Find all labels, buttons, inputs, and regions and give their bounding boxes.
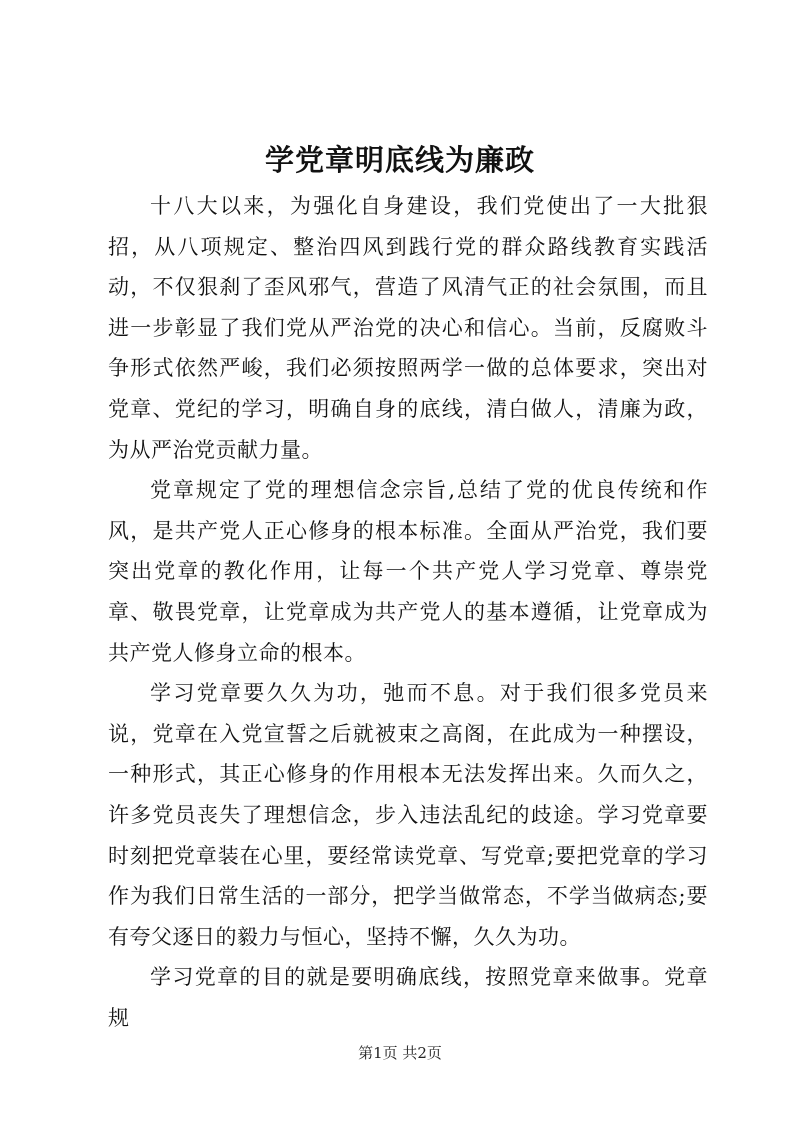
page-footer: 第1页 共2页 [358,1044,442,1062]
paragraph-4: 学习党章的目的就是要明确底线，按照党章来做事。党章规 [108,965,708,1030]
paragraph-2: 党章规定了党的理想信念宗旨,总结了党的优良传统和作风，是共产党人正心修身的根本标准。全面从严治党，我们要突出党章的教化作用，让每一个共产党人学习党章、尊崇党章、敬畏党章，让党章成为共产党人的基本遵循，让党章成为共产党人修身立命的根本。 [108,478,708,665]
document-title: 学党章明底线为廉政 [264,143,535,177]
paragraph-3: 学习党章要久久为功，弛而不息。对于我们很多党员来说，党章在入党宣誓之后就被束之高阁，在此成为一种摆设，一种形式，其正心修身的作用根本无法发挥出来。久而久之，许多党员丧失了理想信念，步入违法乱纪的歧途。学习党章要时刻把党章装在心里，要经常读党章、写党章;要把党章的学习作为我们日常生活的一部分，把学当做常态，不学当做病态;要有夸父逐日的毅力与恒心，坚持不懈，久久为功。 [108,681,708,949]
paragraph-1: 十八大以来，为强化自身建设，我们党使出了一大批狠招，从八项规定、整治四风到践行党的群众路线教育实践活动，不仅狠刹了歪风邪气，营造了风清气正的社会氛围，而且进一步彰显了我们党从严治党的决心和信心。当前，反腐败斗争形式依然严峻，我们必须按照两学一做的总体要求，突出对党章、党纪的学习，明确自身的底线，清白做人，清廉为政，为从严治党贡献力量。 [108,194,708,462]
document-body [108,186,708,1038]
